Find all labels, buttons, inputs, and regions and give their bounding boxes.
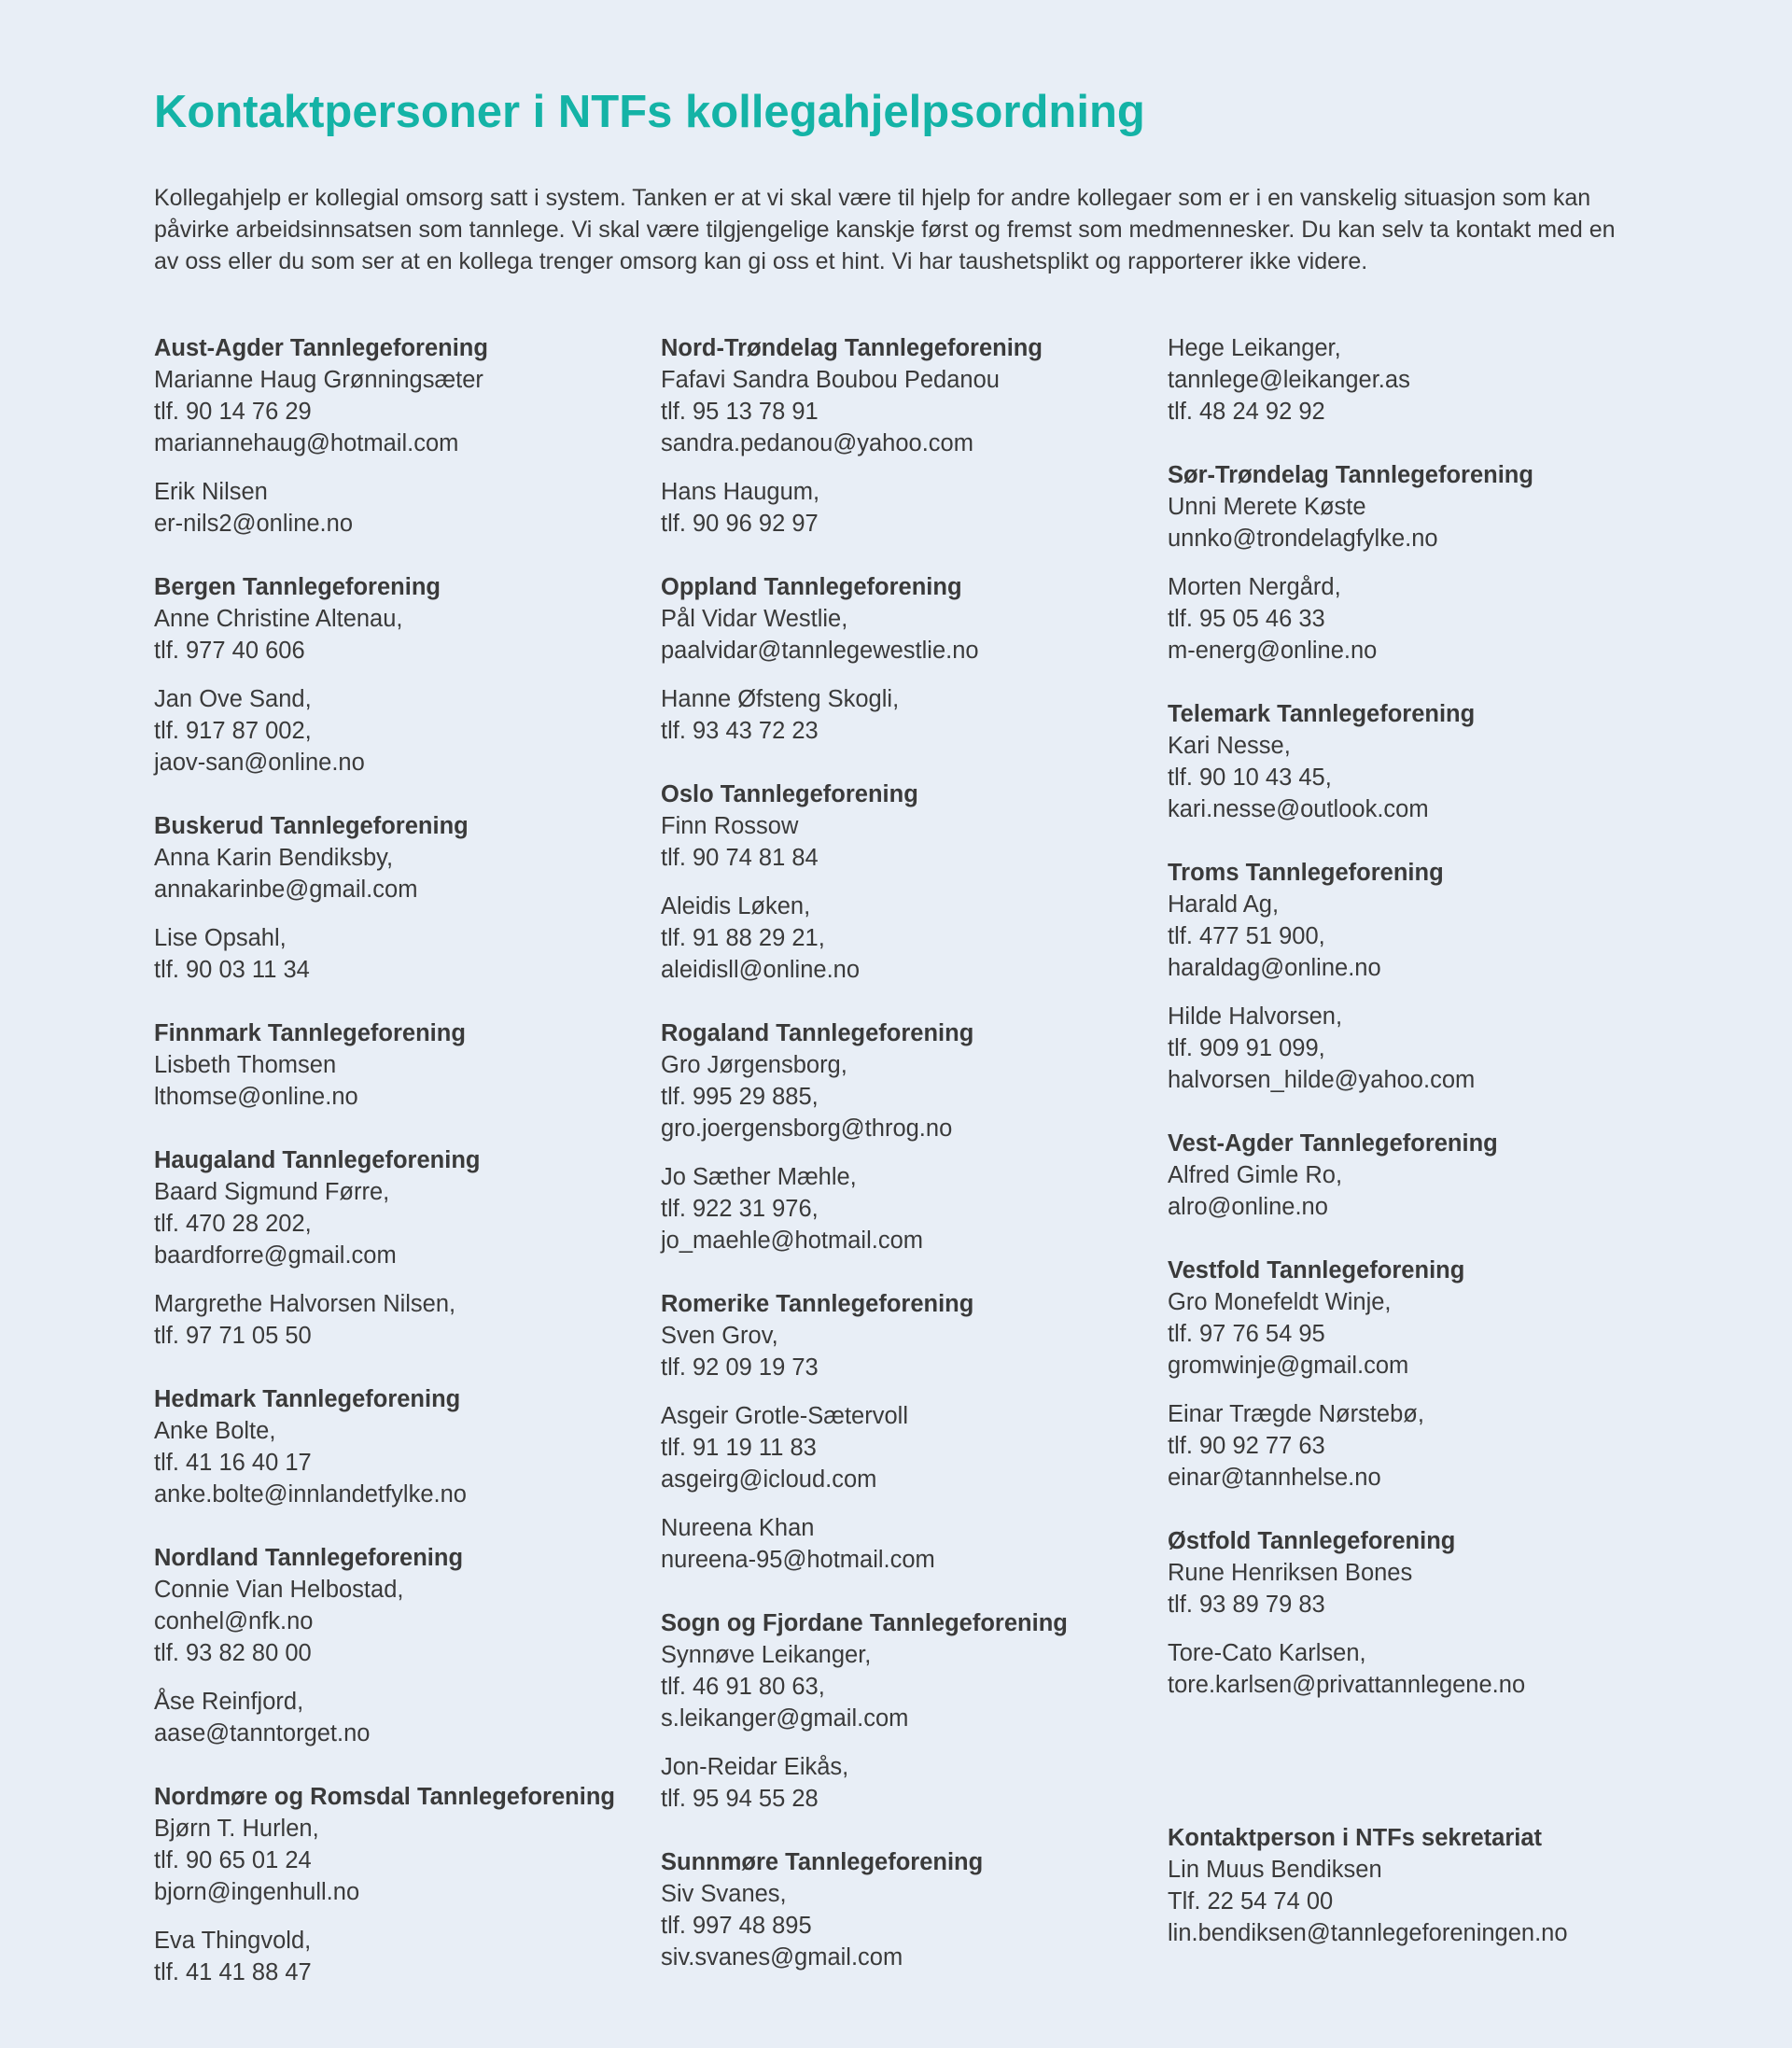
contact-phone: tlf. 46 91 80 63,: [661, 1674, 825, 1700]
contact-phone: tlf. 95 13 78 91: [661, 399, 819, 425]
contact-phone: tlf. 93 89 79 83: [1168, 1592, 1325, 1618]
contact-name: Bjørn T. Hurlen,: [154, 1816, 319, 1842]
contact-column-3: [1168, 332, 1662, 1732]
contact-phone: tlf. 977 40 606: [154, 638, 305, 664]
contact-person: [661, 1161, 1155, 1256]
association-group: [661, 571, 1155, 747]
contact-name: Finn Rossow: [661, 813, 799, 839]
contact-phone: tlf. 90 14 76 29: [154, 399, 312, 425]
contact-person: [1168, 1557, 1662, 1620]
contact-email[interactable]: s.leikanger@gmail.com: [661, 1705, 909, 1732]
contact-person: [154, 842, 649, 905]
association-group: [154, 810, 649, 986]
contact-name: Tore-Cato Karlsen,: [1168, 1640, 1366, 1666]
contact-name: Hans Haugum,: [661, 479, 820, 505]
contact-name: Hanne Øfsteng Skogli,: [661, 686, 900, 712]
contact-person: [154, 1288, 649, 1352]
contact-name: Hilde Halvorsen,: [1168, 1003, 1343, 1030]
contact-name: Lisbeth Thomsen: [154, 1052, 337, 1078]
contact-email[interactable]: alro@online.no: [1168, 1194, 1328, 1220]
contact-person: [154, 1574, 649, 1669]
contact-phone: tlf. 93 82 80 00: [154, 1640, 312, 1666]
contact-email[interactable]: einar@tannhelse.no: [1168, 1465, 1381, 1491]
contact-person: [661, 1049, 1155, 1144]
contact-person: [1168, 889, 1662, 984]
contact-phone: tlf. 90 96 92 97: [661, 511, 819, 537]
contact-column-1: [154, 332, 649, 2020]
contact-phone: tlf. 90 03 11 34: [154, 957, 310, 983]
contact-person: [1168, 571, 1662, 666]
contact-name: Morten Nergård,: [1168, 574, 1341, 600]
contact-phone: tlf. 90 92 77 63: [1168, 1433, 1325, 1459]
contact-email[interactable]: m-energ@online.no: [1168, 638, 1378, 664]
association-title: Aust-Agder Tannlegeforening: [154, 335, 488, 361]
contact-name: Asgeir Grotle-Sætervoll: [661, 1403, 908, 1429]
contact-phone: tlf. 91 19 11 83: [661, 1435, 817, 1461]
association-title: Finnmark Tannlegeforening: [154, 1020, 466, 1046]
contact-email[interactable]: tore.karlsen@privattannlegene.no: [1168, 1672, 1526, 1698]
contact-person: [154, 1686, 649, 1749]
contact-email[interactable]: sandra.pedanou@yahoo.com: [661, 430, 973, 456]
contact-person: [661, 1639, 1155, 1734]
association-title: Telemark Tannlegeforening: [1168, 701, 1476, 727]
contact-name: Lise Opsahl,: [154, 925, 287, 951]
contact-phone: tlf. 995 29 885,: [661, 1084, 819, 1110]
association-group: [154, 1383, 649, 1510]
contact-phone: tlf. 97 71 05 50: [154, 1323, 312, 1349]
contact-email[interactable]: conhel@nfk.no: [154, 1608, 314, 1634]
contact-person: [661, 364, 1155, 459]
association-title: Sogn og Fjordane Tannlegeforening: [661, 1610, 1068, 1636]
contact-person: [154, 1049, 649, 1113]
contact-person: [1168, 730, 1662, 825]
association-group: [1168, 459, 1662, 666]
association-group: [1168, 857, 1662, 1096]
association-group: [154, 1017, 649, 1113]
contact-email[interactable]: mariannehaug@hotmail.com: [154, 430, 459, 456]
association-title: Nordland Tannlegeforening: [154, 1545, 464, 1571]
contact-email[interactable]: gromwinje@gmail.com: [1168, 1353, 1409, 1379]
contact-name: Synnøve Leikanger,: [661, 1642, 872, 1668]
contact-name: Jon-Reidar Eikås,: [661, 1754, 849, 1780]
contact-email[interactable]: annakarinbe@gmail.com: [154, 877, 418, 903]
contact-name: Rune Henriksen Bones: [1168, 1560, 1413, 1586]
contact-email[interactable]: jo_maehle@hotmail.com: [661, 1227, 924, 1254]
contact-email[interactable]: haraldag@online.no: [1168, 955, 1381, 981]
contact-email[interactable]: aleidisll@online.no: [661, 957, 861, 983]
contact-email[interactable]: gro.joergensborg@throg.no: [661, 1115, 953, 1142]
contact-person: [661, 603, 1155, 666]
association-title: Haugaland Tannlegeforening: [154, 1147, 481, 1173]
contact-person: [1168, 1159, 1662, 1223]
association-group: [661, 332, 1155, 540]
contact-name: Anna Karin Bendiksby,: [154, 845, 394, 871]
contact-person: [661, 476, 1155, 540]
contact-name: Hege Leikanger,: [1168, 335, 1341, 361]
contact-person: [154, 364, 649, 459]
contact-email[interactable]: baardforre@gmail.com: [154, 1242, 397, 1269]
contact-name: Jo Sæther Mæhle,: [661, 1164, 857, 1190]
contact-name: Gro Monefeldt Winje,: [1168, 1289, 1392, 1315]
contact-email[interactable]: lthomse@online.no: [154, 1084, 358, 1110]
contact-person: [661, 1878, 1155, 1973]
contact-name: Pål Vidar Westlie,: [661, 606, 848, 632]
contact-person: [661, 683, 1155, 747]
contact-person: [154, 1415, 649, 1510]
contact-person: [661, 1320, 1155, 1383]
contact-email[interactable]: kari.nesse@outlook.com: [1168, 796, 1429, 822]
contact-phone: tlf. 91 88 29 21,: [661, 925, 825, 951]
contact-name: Harald Ag,: [1168, 891, 1280, 918]
association-group: [1168, 1128, 1662, 1223]
contact-email[interactable]: bjorn@ingenhull.no: [154, 1879, 360, 1905]
contact-name: Baard Sigmund Førre,: [154, 1179, 390, 1205]
contact-phone: tlf. 48 24 92 92: [1168, 399, 1325, 425]
association-title: Østfold Tannlegeforening: [1168, 1528, 1456, 1554]
contact-phone: tlf. 90 65 01 24: [154, 1847, 312, 1873]
contact-name: Erik Nilsen: [154, 479, 268, 505]
contact-person: [1168, 1398, 1662, 1494]
contact-person: [154, 476, 649, 540]
contact-person: [154, 603, 649, 666]
contact-person: [1168, 332, 1662, 428]
contact-name: Gro Jørgensborg,: [661, 1052, 847, 1078]
association-title: Sunnmøre Tannlegeforening: [661, 1849, 984, 1875]
contact-person: [661, 1512, 1155, 1576]
contact-person: [661, 1400, 1155, 1495]
association-title: Buskerud Tannlegeforening: [154, 813, 469, 839]
contact-person: [661, 1751, 1155, 1815]
intro-paragraph: Kollegahjelp er kollegial omsorg satt i system. Tanken er at vi skal være til hjelp for andre kollegaer som er i en vanskelig situasjon som kan påvirke arbeidsinnsatsen som tannlege. Vi skal være tilgjengelige kanskje først og fremst som medmennesker. Du kan selv ta kontakt med en av oss eller du som ser at en kollega trenger omsorg kan gi oss et hint. Vi har taushetsplikt og rapporterer ikke videre.: [154, 185, 1616, 274]
association-group: [661, 1846, 1155, 1973]
association-title: Nordmøre og Romsdal Tannlegeforening: [154, 1784, 615, 1810]
contact-phone: tlf. 92 09 19 73: [661, 1354, 819, 1381]
association-title: Vestfold Tannlegeforening: [1168, 1257, 1465, 1284]
contact-phone: tlf. 997 48 895: [661, 1913, 812, 1939]
association-group: [1168, 332, 1662, 428]
contact-person: [154, 1176, 649, 1271]
association-group: [154, 332, 649, 540]
association-group: [1168, 698, 1662, 825]
association-title: Rogaland Tannlegeforening: [661, 1020, 974, 1046]
contact-name: Nureena Khan: [661, 1515, 815, 1541]
contact-name: Anke Bolte,: [154, 1418, 276, 1444]
contact-name: Connie Vian Helbostad,: [154, 1577, 404, 1603]
association-title: Troms Tannlegeforening: [1168, 860, 1444, 886]
contact-email[interactable]: jaov-san@online.no: [154, 750, 365, 776]
contact-person: [154, 1925, 649, 1988]
secretariat-phone: Tlf. 22 54 74 00: [1168, 1888, 1334, 1915]
association-group: [154, 1542, 649, 1749]
contact-name: Kari Nesse,: [1168, 733, 1291, 759]
contact-person: [154, 922, 649, 986]
contact-phone: tlf. 90 74 81 84: [661, 845, 819, 871]
contact-name: Alfred Gimle Ro,: [1168, 1162, 1343, 1188]
contact-person: [1168, 1001, 1662, 1096]
association-group: [661, 1607, 1155, 1815]
contact-person: [1168, 1637, 1662, 1701]
contact-phone: tlf. 93 43 72 23: [661, 718, 819, 744]
contact-person: [661, 891, 1155, 986]
page-title: Kontaktpersoner i NTFs kollegahjelpsordning: [154, 87, 1145, 137]
contact-name: Marianne Haug Grønningsæter: [154, 367, 483, 393]
contact-email[interactable]: siv.svanes@gmail.com: [661, 1944, 903, 1971]
association-title: Oslo Tannlegeforening: [661, 781, 918, 807]
association-title: Bergen Tannlegeforening: [154, 574, 441, 600]
contact-email[interactable]: aase@tanntorget.no: [154, 1720, 371, 1746]
contact-name: Fafavi Sandra Boubou Pedanou: [661, 367, 1000, 393]
association-group: [661, 779, 1155, 986]
association-group: [154, 571, 649, 779]
contact-phone: tlf. 95 94 55 28: [661, 1786, 819, 1812]
contact-phone: tlf. 909 91 099,: [1168, 1035, 1325, 1061]
contact-name: Margrethe Halvorsen Nilsen,: [154, 1291, 456, 1317]
contact-name: Åse Reinfjord,: [154, 1689, 304, 1715]
association-group: [154, 1781, 649, 1988]
contact-email[interactable]: asgeirg@icloud.com: [661, 1466, 877, 1493]
contact-person: [154, 1813, 649, 1908]
secretariat-name: Lin Muus Bendiksen: [1168, 1857, 1382, 1883]
contact-person: [1168, 491, 1662, 554]
association-group: [661, 1017, 1155, 1256]
contact-column-2: [661, 332, 1155, 2005]
association-group: [154, 1144, 649, 1352]
contact-phone: tlf. 917 87 002,: [154, 718, 312, 744]
association-group: [661, 1288, 1155, 1576]
contact-name: Eva Thingvold,: [154, 1928, 312, 1954]
contact-email[interactable]: nureena-95@hotmail.com: [661, 1547, 935, 1573]
association-title: Oppland Tannlegeforening: [661, 574, 962, 600]
secretariat-title: Kontaktperson i NTFs sekretariat: [1168, 1825, 1543, 1851]
contact-phone: tlf. 470 28 202,: [154, 1211, 312, 1237]
contact-person: [1168, 1286, 1662, 1382]
association-title: Vest-Agder Tannlegeforening: [1168, 1130, 1498, 1157]
contact-email[interactable]: paalvidar@tannlegewestlie.no: [661, 638, 979, 664]
contact-phone: tlf. 41 16 40 17: [154, 1450, 312, 1476]
contact-email[interactable]: tannlege@leikanger.as: [1168, 367, 1410, 393]
contact-person: [661, 810, 1155, 874]
contact-email[interactable]: anke.bolte@innlandetfylke.no: [154, 1481, 467, 1508]
contact-phone: tlf. 90 10 43 45,: [1168, 764, 1332, 791]
association-title: Romerike Tannlegeforening: [661, 1291, 974, 1317]
contact-name: Einar Trægde Nørstebø,: [1168, 1401, 1424, 1427]
contact-phone: tlf. 477 51 900,: [1168, 923, 1325, 949]
association-group: [1168, 1255, 1662, 1494]
association-group: [1168, 1525, 1662, 1701]
contact-email[interactable]: unnko@trondelagfylke.no: [1168, 526, 1438, 552]
contact-email[interactable]: er-nils2@online.no: [154, 511, 354, 537]
contact-name: Jan Ove Sand,: [154, 686, 312, 712]
secretariat-email[interactable]: lin.bendiksen@tannlegeforeningen.no: [1168, 1920, 1568, 1946]
contact-email[interactable]: halvorsen_hilde@yahoo.com: [1168, 1067, 1476, 1093]
contact-name: Aleidis Løken,: [661, 893, 811, 919]
association-title: Sør-Trøndelag Tannlegeforening: [1168, 462, 1533, 488]
contact-name: Sven Grov,: [661, 1323, 778, 1349]
contact-phone: tlf. 41 41 88 47: [154, 1959, 312, 1985]
contact-phone: tlf. 97 76 54 95: [1168, 1321, 1325, 1347]
contact-name: Unni Merete Køste: [1168, 494, 1366, 520]
contact-phone: tlf. 922 31 976,: [661, 1196, 819, 1222]
secretariat-contact: [1168, 1822, 1690, 1949]
contact-person: [154, 683, 649, 779]
contact-phone: tlf. 95 05 46 33: [1168, 606, 1325, 632]
association-title: Nord-Trøndelag Tannlegeforening: [661, 335, 1043, 361]
contact-name: Siv Svanes,: [661, 1881, 787, 1907]
association-title: Hedmark Tannlegeforening: [154, 1386, 461, 1412]
contact-name: Anne Christine Altenau,: [154, 606, 403, 632]
